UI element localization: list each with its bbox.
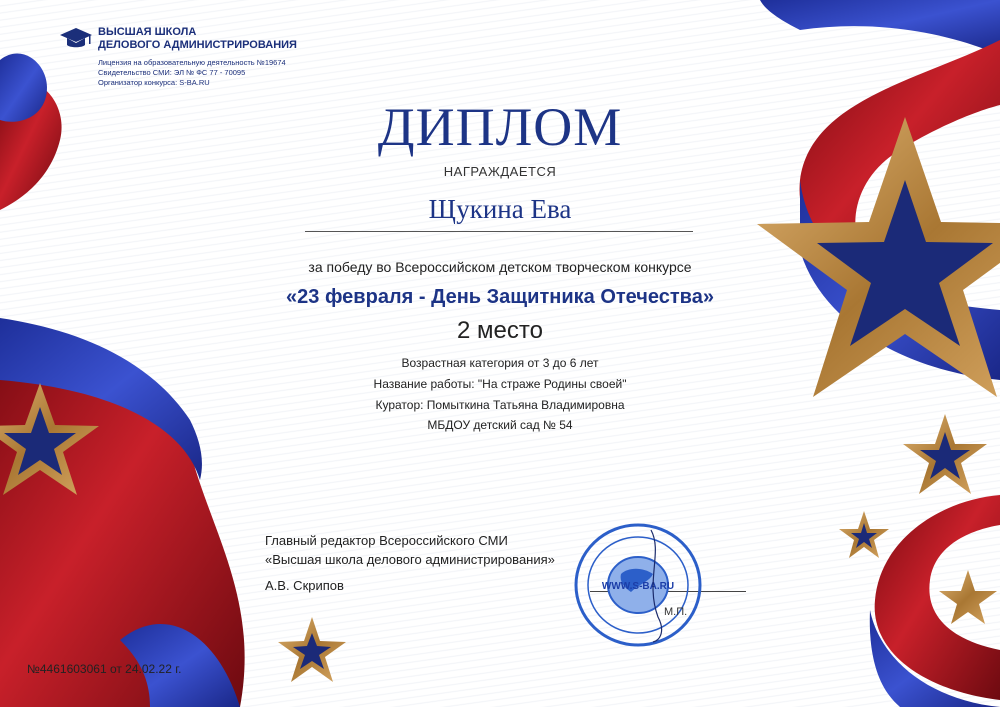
org-name-line1: ВЫСШАЯ ШКОЛА [98,26,197,38]
ribbon-bottom-left [0,318,245,707]
seal-stamp [573,522,703,648]
age-category: Возрастная категория от 3 до 6 лет [401,356,599,370]
star-right-medium [903,414,987,494]
graduation-cap-icon [58,26,94,52]
signer-title-line2: «Высшая школа делового администрирования» [265,552,555,567]
institution: МБДОУ детский сад № 54 [427,418,573,432]
curator: Куратор: Помыткина Татьяна Владимировна [375,398,625,412]
stamp-text: WWW.S-BA.RU [601,581,675,592]
star-right-small [839,511,889,558]
recipient-name: Щукина Ева [428,194,572,224]
org-organizer: Организатор конкурса: S-BA.RU [98,78,210,87]
star-bottom-center [278,617,346,682]
signer-name: А.В. Скрипов [265,578,344,593]
diploma-title: ДИПЛОМ [377,97,623,157]
work-title: Название работы: "На страже Родины своей" [373,377,627,391]
recipient-underline [305,231,693,232]
ribbon-top-left [0,54,62,210]
org-license: Лицензия на образовательную деятельность №19674 [98,58,286,67]
org-certificate: Свидетельство СМИ: ЭЛ № ФС 77 - 70095 [98,68,246,77]
org-name-line2: ДЕЛОВОГО АДМИНИСТРИРОВАНИЯ [98,39,297,51]
seal-label: М.П. [664,606,688,618]
contest-name: «23 февраля - День Защитника Отечества» [286,286,714,308]
document-number: №4461603061 от 24.02.22 г. [27,662,182,676]
signer-title-line1: Главный редактор Всероссийского СМИ [265,533,508,548]
victory-text: за победу во Всероссийском детском творческом конкурсе [308,259,692,275]
star-right-gold [939,570,997,624]
awarded-label: НАГРАЖДАЕТСЯ [443,164,557,179]
place-award: 2 место [457,317,543,344]
